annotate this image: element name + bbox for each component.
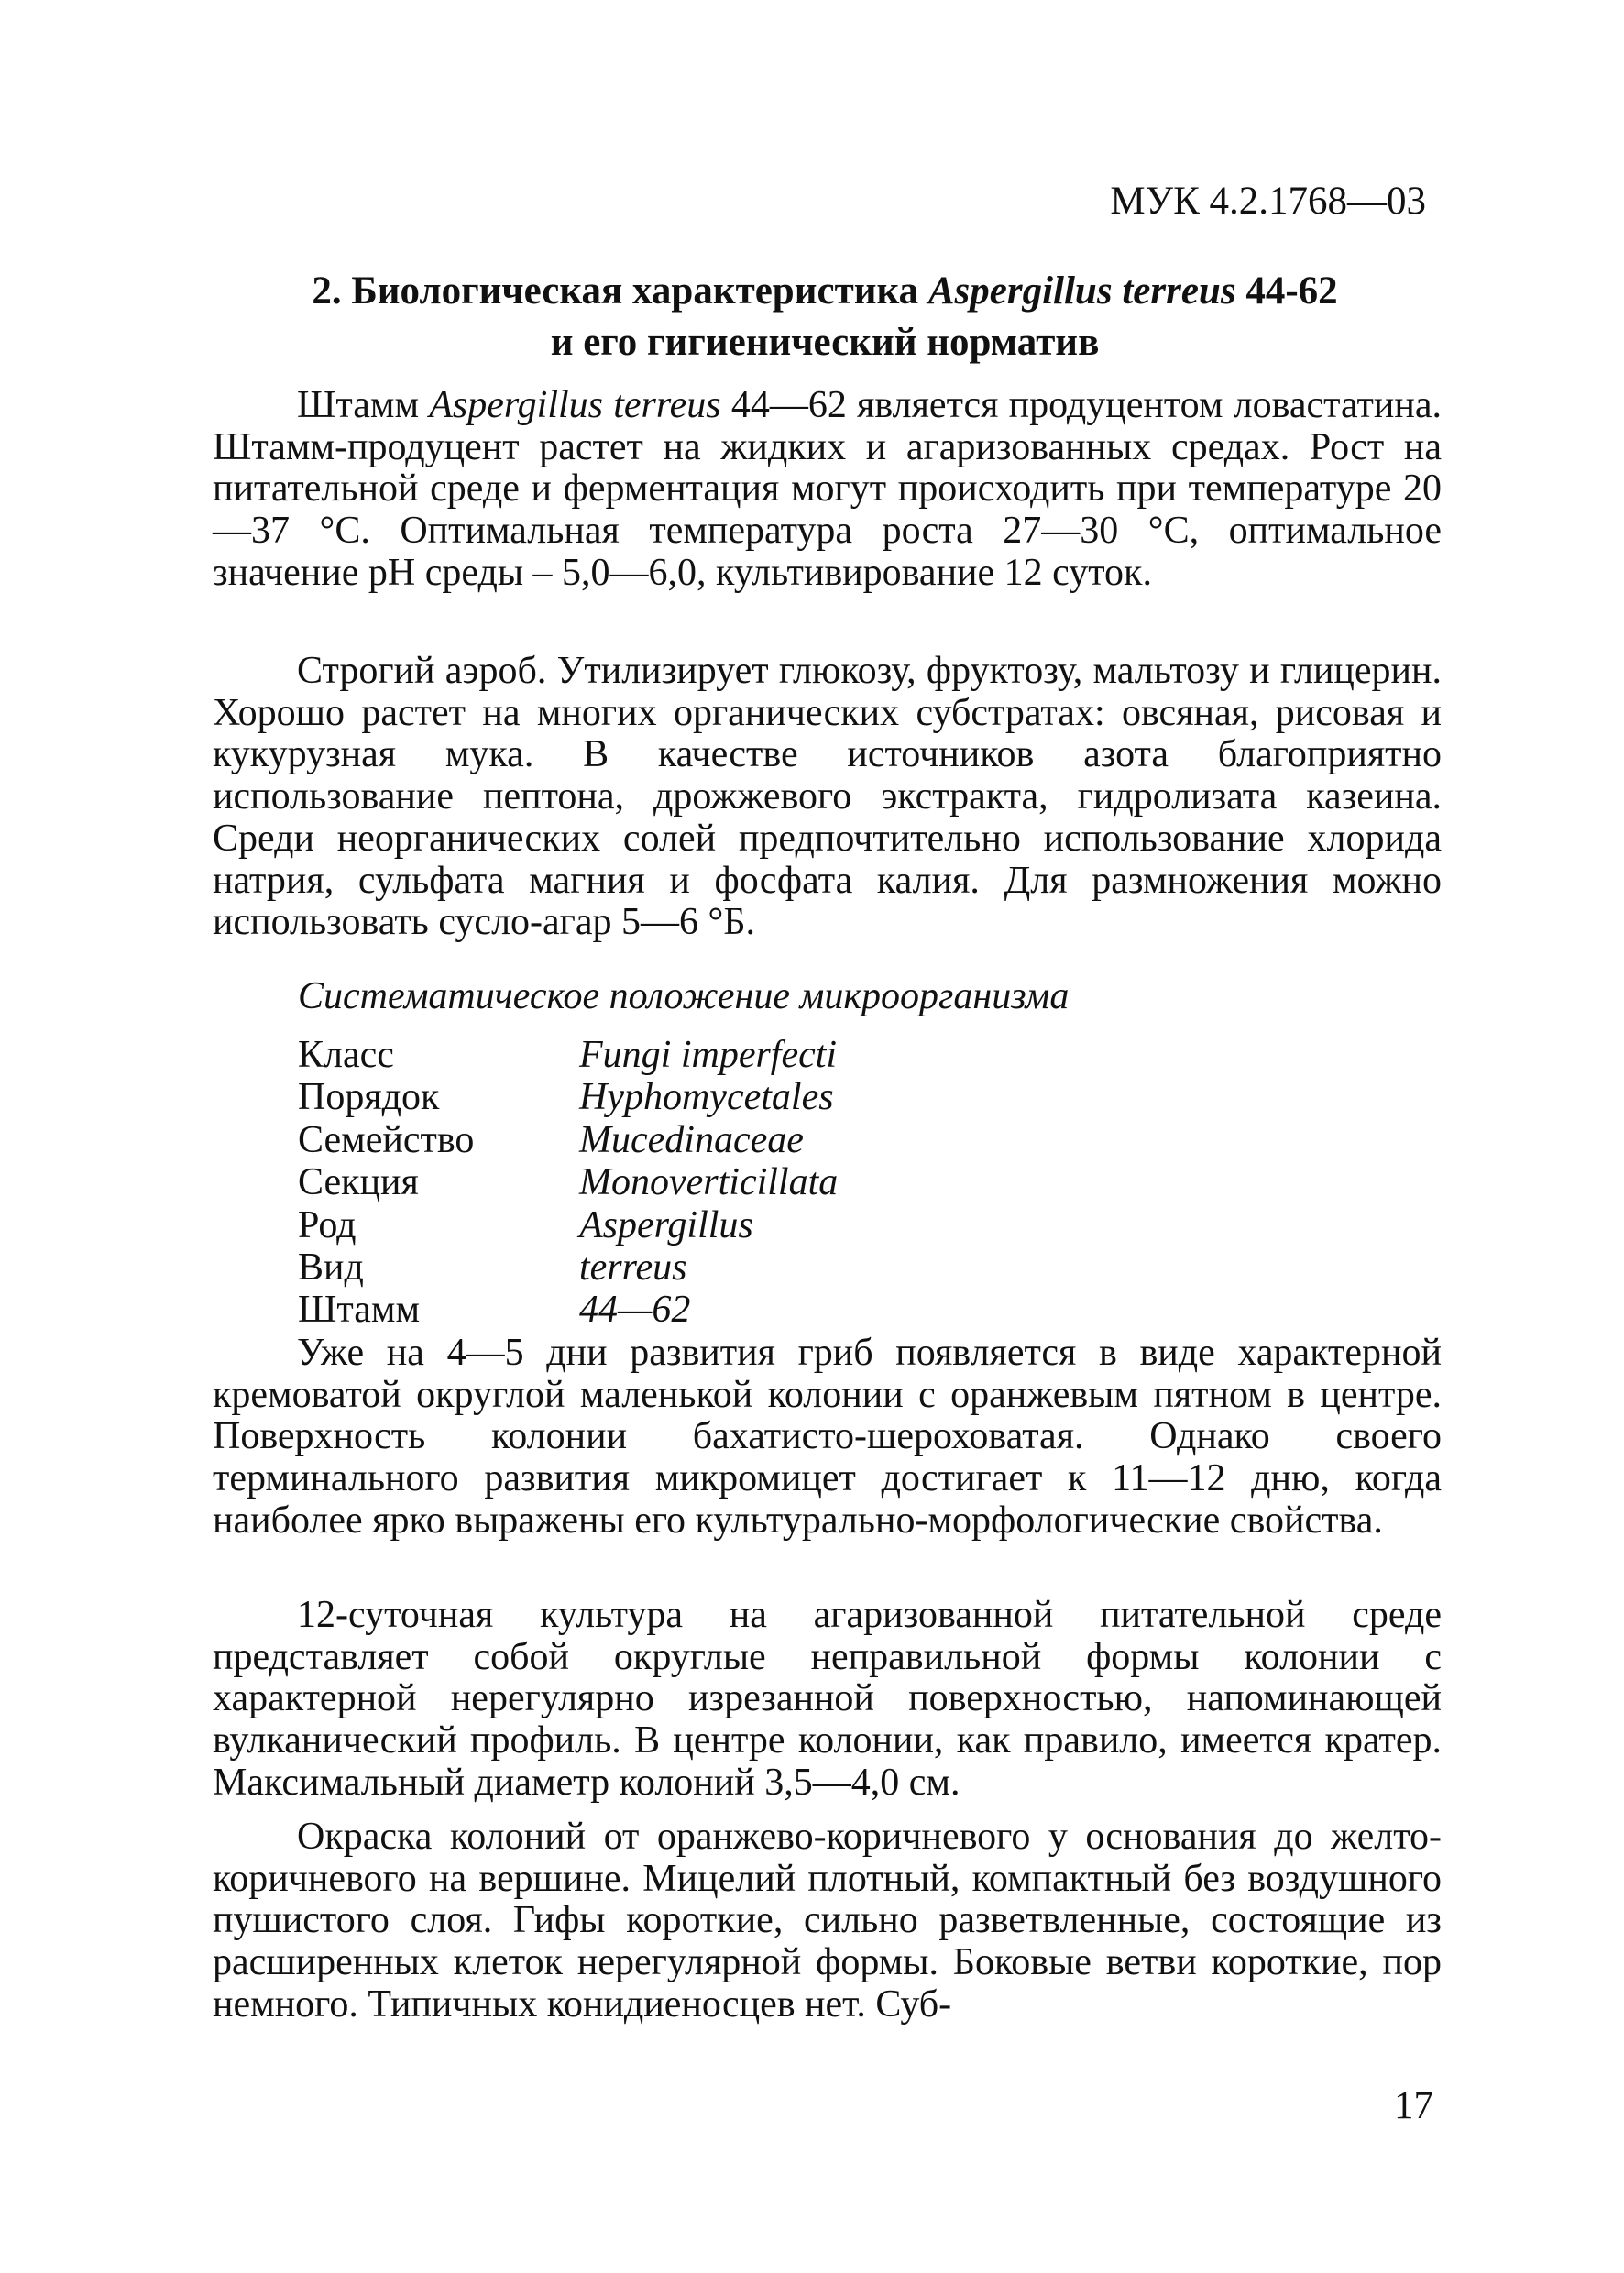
paragraph-culture-12-day: 12-суточная культура на агаризованной питательной среде представляет собой округлые неправильной формы колонии с характерной нерегулярно изрезанной поверхностью, напоминающей вулканический профиль. В центре колонии, как правило, имеется кратер. Максимальный диаметр колоний 3,5—4,0 см. [213,1594,1442,1804]
paragraph-1-text: 44—62 является продуцентом ловастатина. Штамм-продуцент растет на жидких и агаризованных средах. Рост на питательной среде и ферментация могут происходить при температуре 20—37 °С. Оптимальная температура роста 27—30 °С, оптимальное значение pH среды – 5,0—6,0, культивирование 12 суток. [213,384,1442,594]
taxonomy-row [298,1119,838,1161]
section-heading-line-2: и его гигиенический норматив [550,321,1100,364]
paragraph-early-growth: Уже на 4—5 дни развития гриб появляется в виде характерной кремоватой округлой маленькой колонии с оранжевым пятном в центре. Поверхность колонии бахатисто-шероховатая. Однако своего терминального развития микромицет достигает к 11—12 дню, когда наиболее ярко выражены его культурально-морфологические свойства. [213,1332,1442,1542]
paragraph-1-species: Aspergillus terreus [429,384,721,426]
taxonomy-value: Fungi imperfecti [579,1034,838,1076]
taxonomy-rank: Семейство [298,1118,475,1161]
document-code: МУК 4.2.1768—03 [1110,180,1426,223]
paragraph-strain-description [213,385,1442,595]
taxonomy-row [298,1161,838,1203]
heading-prefix: 2. Биологическая характеристика [312,269,919,313]
taxonomy-value: Aspergillus [579,1203,753,1246]
taxonomy-rank: Вид [298,1246,364,1290]
heading-strain: 44-62 [1245,269,1338,313]
heading-species: Aspergillus terreus [927,269,1236,313]
taxonomy-value: Mucedinaceae [579,1118,804,1161]
taxonomy-value: Monoverticillata [579,1161,839,1204]
taxonomy-row [298,1034,838,1076]
paragraph-colony-color: Окраска колоний от оранжево-коричневого у основания до желто-коричневого на вершине. Мицелий плотный, компактный без воздушного пушистого слоя. Гифы короткие, сильно разветвленные, состоящие из расширенных клеток нерегулярной формы. Боковые ветви короткие, пор немного. Типичных конидиеносцев нет. Суб- [213,1816,1442,2026]
taxonomy-rank: Порядок [298,1076,440,1119]
taxonomy-row [298,1289,838,1331]
taxonomy-rank: Класс [298,1034,394,1076]
paragraph-1-prefix: Штамм [297,384,420,426]
taxonomy-table [298,1034,838,1332]
taxonomy-row [298,1246,838,1289]
section-heading [211,266,1439,368]
taxonomy-value: terreus [579,1246,687,1290]
section-heading-line-1 [211,266,1439,317]
taxonomy-row [298,1204,838,1246]
taxonomy-rank: Секция [298,1161,419,1204]
taxonomy-rank: Штамм [298,1289,421,1332]
taxonomy-row [298,1076,838,1118]
paragraph-nutrition: Строгий аэроб. Утилизирует глюкозу, фруктозу, мальтозу и глицерин. Хорошо растет на многих органических субстратах: овсяная, рисовая и кукурузная мука. В качестве источников азота благоприятно использование пептона, дрожжевого экстракта, гидролизата казеина. Среди неорганических солей предпочтительно использование хлорида натрия, сульфата магния и фосфата калия. Для размножения можно использовать сусло-агар 5—6 °Б. [213,650,1442,944]
taxonomy-value: Hyphomycetales [579,1076,834,1119]
taxonomy-rank: Род [298,1203,357,1246]
page-number: 17 [1394,2084,1433,2127]
taxonomy-title: Систематическое положение микроорганизма [298,975,1070,1017]
taxonomy-value: 44—62 [579,1289,691,1332]
